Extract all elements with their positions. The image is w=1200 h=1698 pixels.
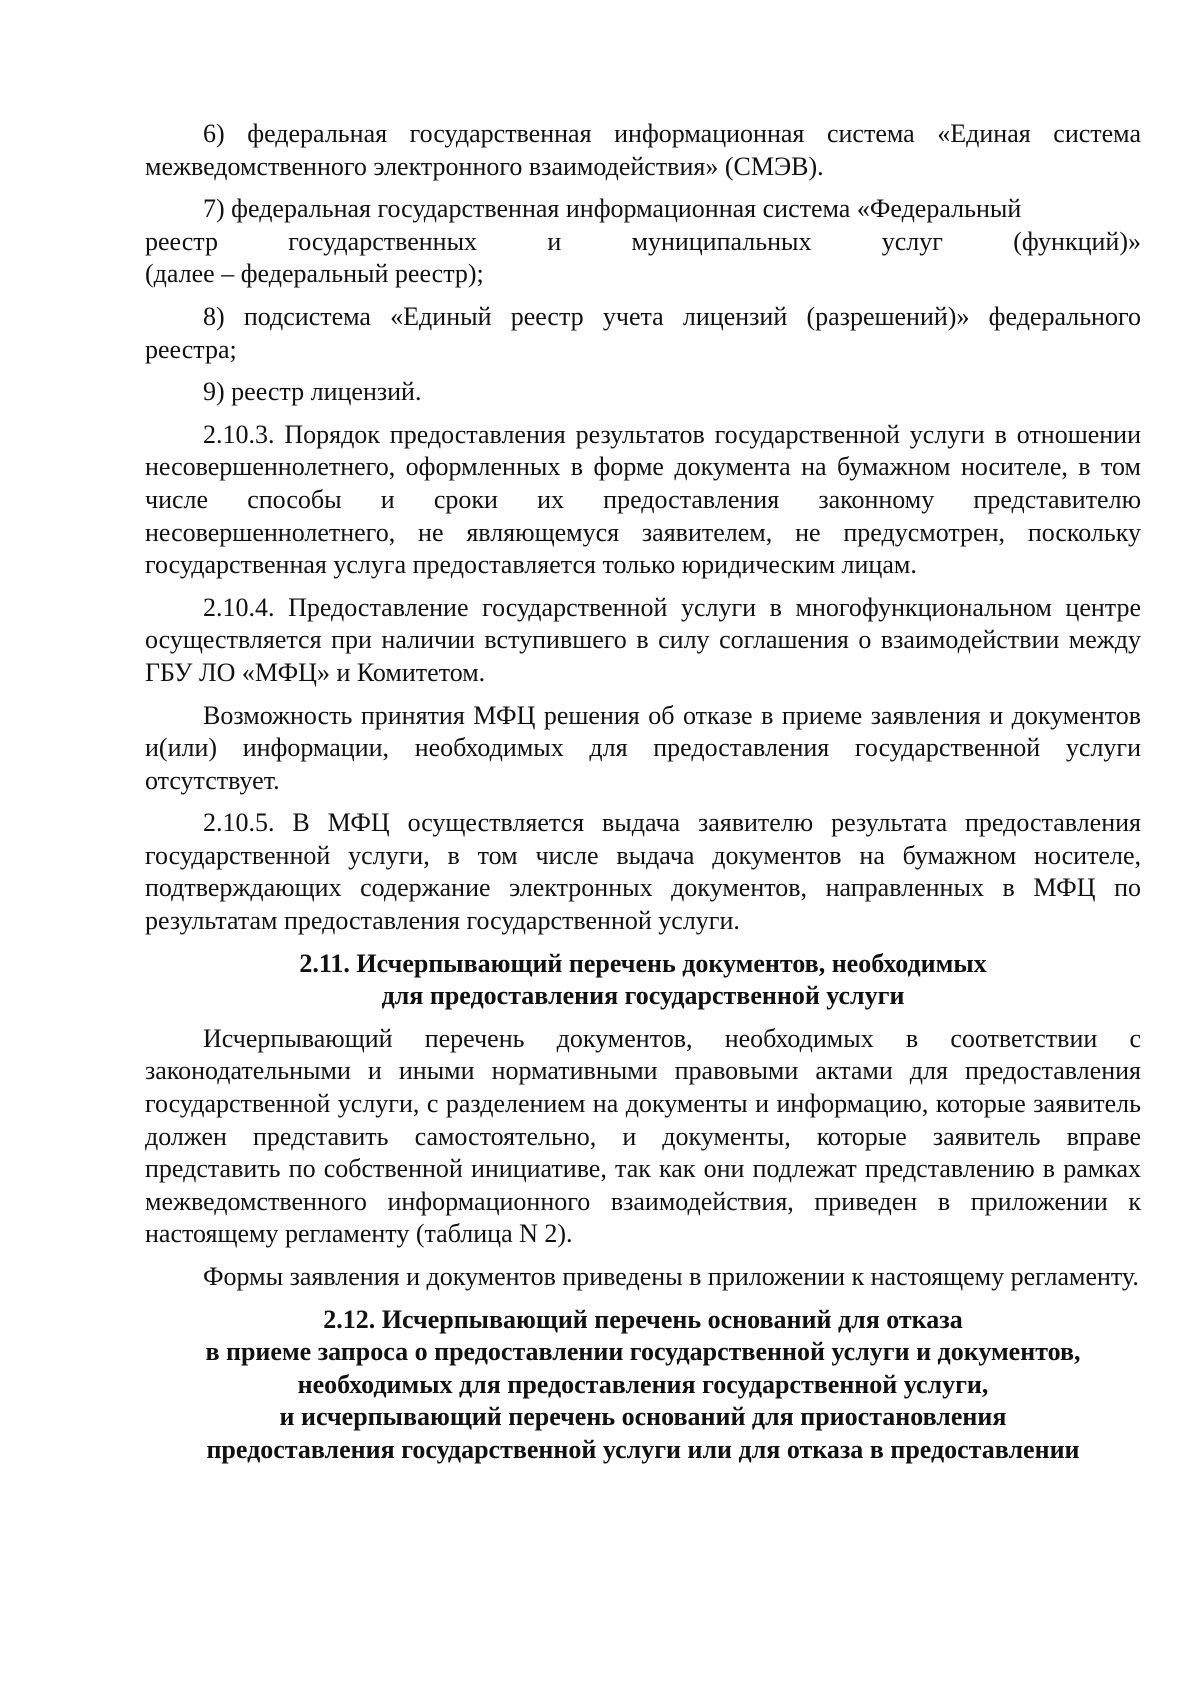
paragraph-item-7-federal-registry (145, 193, 1141, 291)
paragraph-line: (далее – федеральный реестр); (145, 259, 484, 289)
heading-line: необходимых для предоставления государственной услуги, (297, 1369, 989, 1399)
heading-line: в приеме запроса о предоставлении государственной услуги и документов, (205, 1337, 1081, 1367)
paragraph-2-10-4: 2.10.4. Предоставление государственной услуги в многофункциональном центре осуществляется при наличии вступившего в силу соглашения о взаимодействии между ГБУ ЛО «МФЦ» и Комитетом. (145, 592, 1141, 687)
heading-line: 2.11. Исчерпывающий перечень документов, необходимых (299, 948, 987, 978)
paragraph-documents-list: Исчерпывающий перечень документов, необходимых в соответствии с законодательными и иными нормативными правовыми актами для предоставления государственной услуги, с разделением на документы и информацию, которые заявитель должен представить самостоятельно, и документы, которые заявитель вправе представить по собственной инициативе, так как они подлежат представлению в рамках межведомственного информационного взаимодействия, приведен в приложении к настоящему регламенту (таблица N 2). (145, 1023, 1141, 1249)
word: услуг (881, 226, 943, 256)
paragraph-forms: Формы заявления и документов приведены в приложении к настоящему регламенту. (203, 1262, 1139, 1291)
paragraph-line-spread (145, 226, 1141, 259)
paragraph-2-10-3: 2.10.3. Порядок предоставления результатов государственной услуги в отношении несовершеннолетнего, оформленных в форме документа на бумажном носителе, в том числе способы и сроки их предоставления законному представителю несовершеннолетнего, не являющемуся заявителем, не предусмотрен, поскольку государственная услуга предоставляется только юридическим лицам. (145, 419, 1141, 580)
paragraph-2-10-5: 2.10.5. В МФЦ осуществляется выдача заявителю результата предоставления государственной услуги, в том числе выдача документов на бумажном носителе, подтверждающих содержание электронных документов, направленных в МФЦ по результатам предоставления государственной услуги. (145, 808, 1141, 936)
word: (функций)» (1013, 226, 1141, 256)
word: и (547, 226, 562, 256)
paragraph-line: 7) федеральная государственная информационная система «Федеральный (203, 194, 1022, 224)
document-body (145, 118, 1141, 1477)
word: государственных (288, 226, 478, 256)
word: муниципальных (631, 226, 812, 256)
section-heading-2-12 (145, 1304, 1141, 1467)
paragraph-item-9-license-registry: 9) реестр лицензий. (203, 377, 422, 407)
paragraph-item-8-license-subsystem: 8) подсистема «Единый реестр учета лицензий (разрешений)» федерального реестра; (145, 301, 1141, 364)
paragraph-item-6-smev: 6) федеральная государственная информационная система «Единая система межведомственного электронного взаимодействия» (СМЭВ). (145, 119, 1141, 181)
heading-line: и исчерпывающий перечень оснований для приостановления (279, 1402, 1007, 1432)
heading-line: предоставления государственной услуги или для отказа в предоставлении (206, 1434, 1080, 1464)
paragraph-mfc-refusal: Возможность принятия МФЦ решения об отказе в приеме заявления и документов и(или) информации, необходимых для предоставления государственной услуги отсутствует. (145, 700, 1141, 795)
heading-line: 2.12. Исчерпывающий перечень оснований для отказа (323, 1304, 963, 1334)
word: реестр (145, 226, 218, 256)
section-heading-2-11 (145, 948, 1141, 1013)
heading-line: для предоставления государственной услуги (381, 981, 905, 1011)
